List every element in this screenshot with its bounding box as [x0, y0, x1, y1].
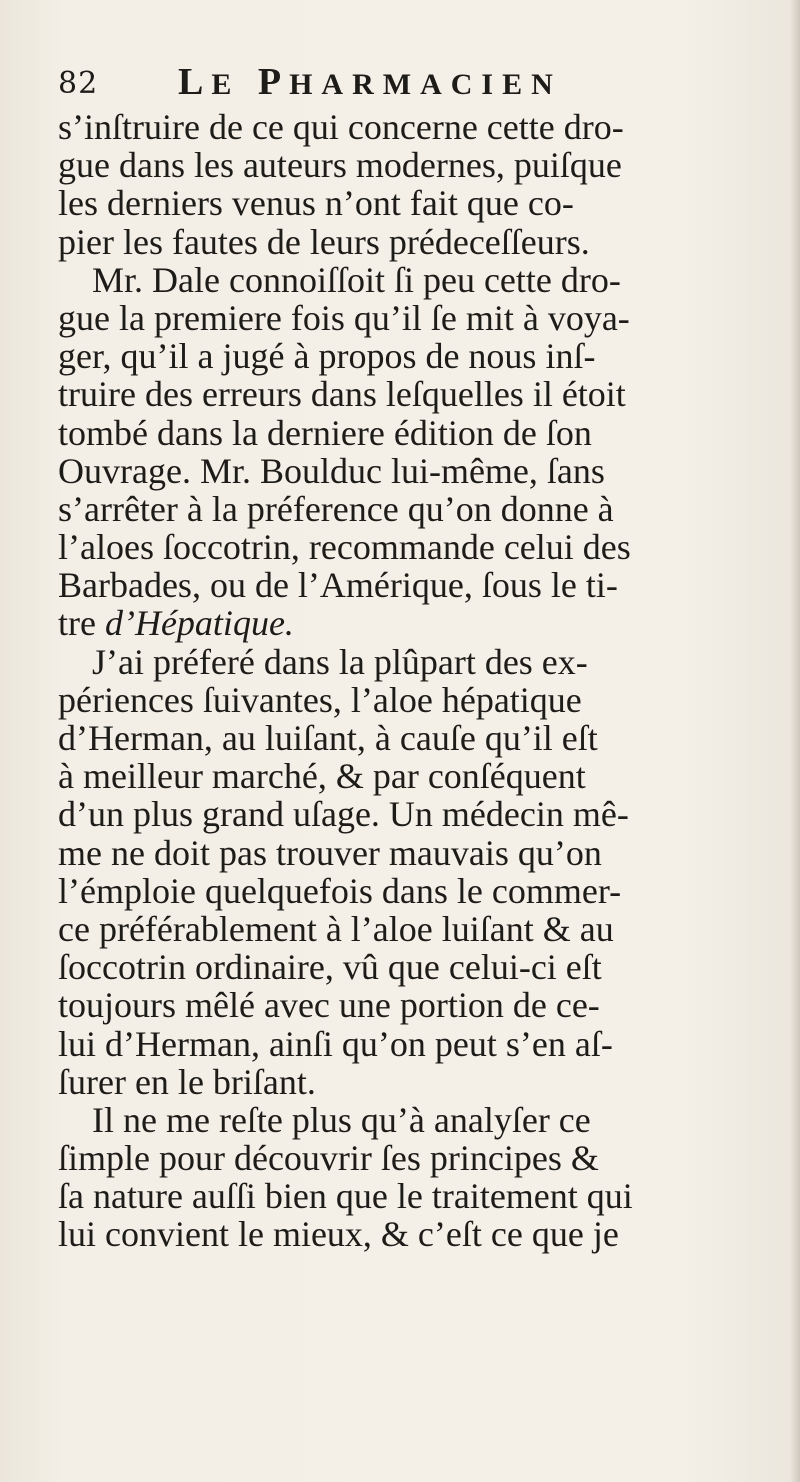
text-line-content: pier les fautes de leurs prédeceſſeurs. — [58, 221, 590, 262]
text-line — [58, 261, 793, 299]
text-line-content: Ouvrage. Mr. Boulduc lui-même, ſans — [58, 450, 605, 491]
text-line-content: toujours mêlé avec une portion de ce- — [58, 985, 600, 1026]
text-line — [58, 108, 793, 146]
text-line-content: l’émploie quelquefois dans le commer- — [58, 870, 622, 911]
text-line-content: lui d’Herman, ainſi qu’on peut s’en aſ- — [58, 1023, 613, 1064]
text-line-content: tre — [58, 603, 105, 644]
text-line-content: truire des erreurs dans leſquelles il étoit — [58, 374, 626, 415]
page-number: 82 — [58, 66, 99, 101]
text-line-content: me ne doit pas trouver mauvais qu’on — [58, 832, 602, 873]
text-line — [58, 834, 793, 872]
text-line-content: Il ne me reſte plus qu’à analyſer ce — [92, 1099, 591, 1140]
text-line — [58, 719, 793, 757]
text-line — [58, 223, 793, 261]
text-line-content: s’inſtruire de ce qui concerne cette dro- — [58, 107, 624, 147]
text-line — [58, 795, 793, 833]
text-line — [58, 337, 793, 375]
text-line — [58, 948, 793, 986]
text-line-content: ſurer en le briſant. — [58, 1061, 316, 1102]
text-line-content: gue la premiere fois qu’il ſe mit à voya- — [58, 297, 630, 338]
text-line-content: Mr. Dale connoiſſoit ſi peu cette dro- — [92, 259, 621, 300]
text-line-content: l’aloes ſoccotrin, recommande celui des — [58, 527, 631, 568]
text-line-content: s’arrêter à la préference qu’on donne à — [58, 488, 614, 529]
text-line — [58, 1025, 793, 1063]
italic-term: d’Hépatique. — [104, 603, 294, 644]
text-line — [58, 414, 793, 452]
text-line — [58, 986, 793, 1024]
text-line-content: périences ſuivantes, l’aloe hépatique — [58, 679, 582, 720]
text-line-content: ger, qu’il a jugé à propos de nous inſ- — [58, 336, 596, 377]
running-title: LE PHARMACIEN — [178, 61, 562, 103]
body-text — [58, 108, 793, 1254]
text-line — [58, 643, 793, 681]
text-line-content: à meilleur marché, & par conſéquent — [58, 756, 586, 797]
text-line — [58, 1101, 793, 1139]
text-line — [58, 299, 793, 337]
text-line — [58, 146, 793, 184]
page-header — [58, 60, 778, 110]
text-line — [58, 910, 793, 948]
text-line — [58, 1177, 793, 1215]
text-line-content: ſoccotrin ordinaire, vû que celui-ci eſt — [58, 947, 602, 988]
text-line — [58, 1063, 793, 1101]
text-line — [58, 1139, 793, 1177]
text-line-content: J’ai préferé dans la plûpart des ex- — [92, 641, 588, 682]
text-line — [58, 1215, 793, 1253]
text-line-content: les derniers venus n’ont fait que co- — [58, 183, 574, 224]
text-line-content: d’un plus grand uſage. Un médecin mê- — [58, 794, 629, 835]
text-line — [58, 452, 793, 490]
text-line — [58, 528, 793, 566]
text-line-content: ſa nature auſſi bien que le traitement qui — [58, 1176, 633, 1217]
text-line — [58, 757, 793, 795]
text-line-content: Barbades, ou de l’Amérique, ſous le ti- — [58, 565, 618, 606]
text-line — [58, 375, 793, 413]
text-line — [58, 490, 793, 528]
text-line-content: tombé dans la derniere édition de ſon — [58, 412, 592, 453]
text-line-content: gue dans les auteurs modernes, puiſque — [58, 145, 622, 186]
text-line — [58, 681, 793, 719]
text-line-content: lui convient le mieux, & c’eſt ce que je — [58, 1214, 619, 1255]
text-line — [58, 604, 793, 642]
text-line-content: ſimple pour découvrir ſes principes & — [58, 1138, 599, 1179]
text-line — [58, 872, 793, 910]
text-line-content: ce préférablement à l’aloe luiſant & au — [58, 908, 614, 949]
text-line — [58, 184, 793, 222]
text-line — [58, 566, 793, 604]
text-line-content: d’Herman, au luiſant, à cauſe qu’il eſt — [58, 718, 598, 758]
